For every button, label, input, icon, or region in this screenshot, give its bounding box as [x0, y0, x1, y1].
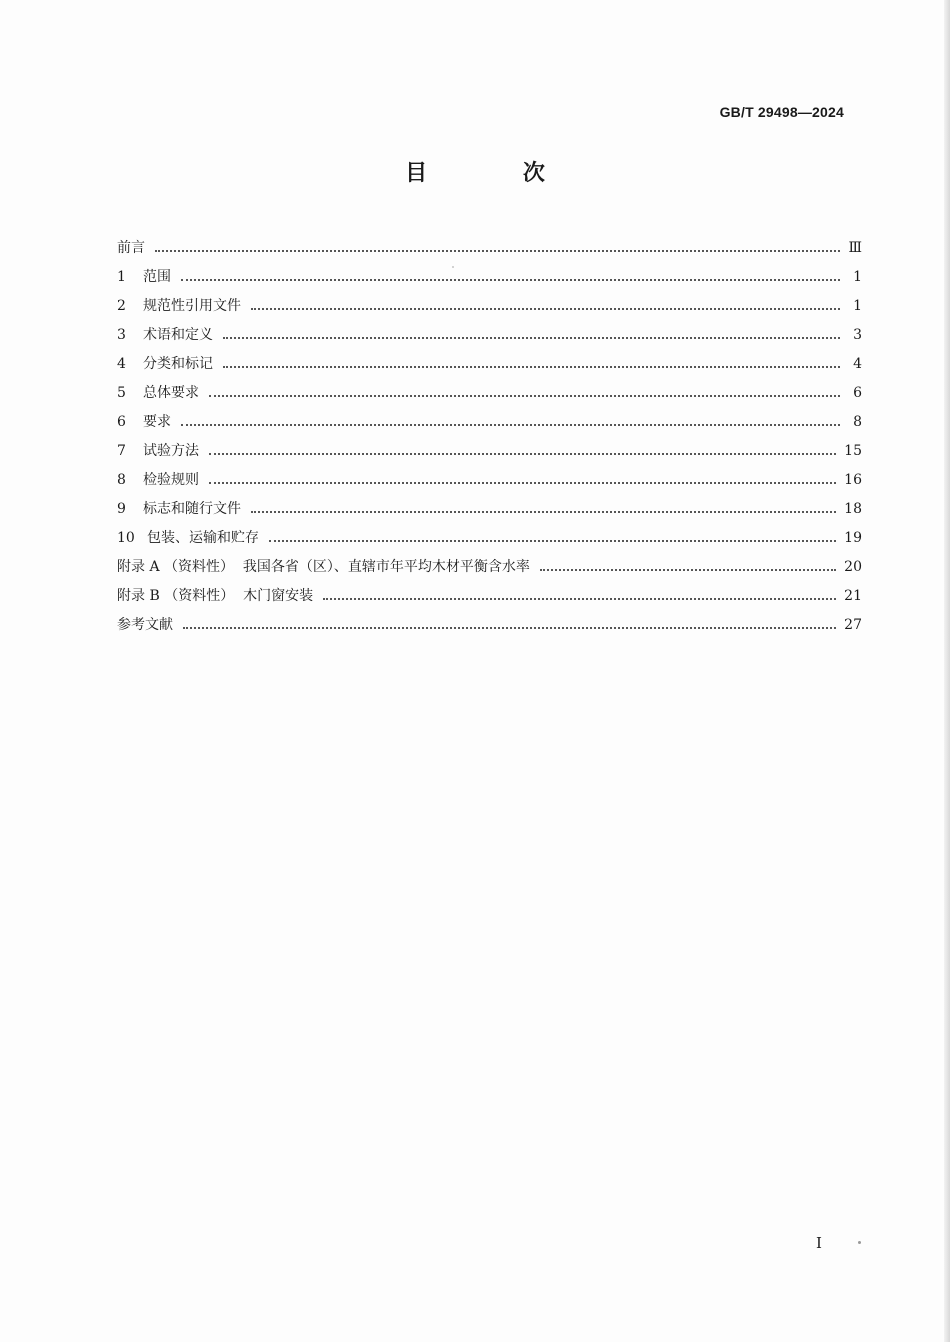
dot-leader: [183, 626, 836, 629]
page-title: 目 次: [405, 161, 589, 186]
toc-entry-8[interactable]: [117, 466, 862, 495]
toc-entry-page: Ⅲ: [848, 240, 862, 256]
dot-leader: [251, 510, 836, 513]
toc-entry-3[interactable]: [117, 321, 862, 350]
page-edge: [944, 0, 950, 1342]
toc-entry-page: 1: [853, 269, 862, 285]
toc-entry-label: 前言: [117, 240, 145, 256]
toc-entry-label: 术语和定义: [143, 327, 213, 343]
scan-speck: [452, 266, 454, 268]
toc-entry-label: 附录 A （资料性） 我国各省（区）、直辖市年平均木材平衡含水率: [117, 559, 530, 575]
toc-entry-page: 18: [844, 501, 862, 517]
toc-entry-10[interactable]: [117, 524, 862, 553]
toc-entry-2[interactable]: [117, 292, 862, 321]
dot-leader: [269, 539, 836, 542]
toc-entry-1[interactable]: [117, 263, 862, 292]
toc-entry-page: 16: [844, 472, 862, 488]
dot-leader: [223, 336, 840, 339]
toc-entry-label: 总体要求: [143, 385, 199, 401]
dot-leader: [209, 481, 836, 484]
scan-speck: [858, 1241, 861, 1244]
toc-entry-label: 标志和随行文件: [143, 501, 241, 517]
toc-entry-page: 1: [853, 298, 862, 314]
toc-entry-foreword[interactable]: [117, 234, 862, 263]
dot-leader: [251, 307, 840, 310]
dot-leader: [181, 278, 840, 281]
toc-entry-bibliography[interactable]: [117, 611, 862, 640]
toc-entry-number: 4: [117, 356, 126, 372]
toc-entry-label: 检验规则: [143, 472, 199, 488]
toc-entry-number: 5: [117, 385, 126, 401]
toc-entry-label: 要求: [143, 414, 171, 430]
toc-entry-number: 10: [117, 530, 135, 546]
table-of-contents: [117, 234, 862, 640]
toc-entry-page: 19: [844, 530, 862, 546]
toc-entry-label: 分类和标记: [143, 356, 213, 372]
toc-entry-number: 9: [117, 501, 126, 517]
toc-entry-label: 试验方法: [143, 443, 199, 459]
toc-entry-label: 范围: [143, 269, 171, 285]
toc-entry-annex-b[interactable]: [117, 582, 862, 611]
dot-leader: [209, 452, 836, 455]
toc-entry-page: 3: [853, 327, 862, 343]
toc-entry-page: 21: [844, 588, 862, 604]
dot-leader: [323, 597, 836, 600]
toc-entry-label: 包装、运输和贮存: [147, 530, 259, 546]
toc-entry-page: 6: [853, 385, 862, 401]
toc-entry-5[interactable]: [117, 379, 862, 408]
toc-entry-page: 27: [844, 617, 862, 633]
dot-leader: [540, 568, 836, 571]
toc-entry-number: 3: [117, 327, 126, 343]
toc-entry-number: 2: [117, 298, 126, 314]
toc-entry-number: 7: [117, 443, 126, 459]
toc-entry-6[interactable]: [117, 408, 862, 437]
toc-entry-number: 6: [117, 414, 126, 430]
dot-leader: [181, 423, 840, 426]
toc-entry-label: 附录 B （资料性） 木门窗安装: [117, 588, 314, 604]
toc-entry-number: 1: [117, 269, 126, 285]
toc-entry-9[interactable]: [117, 495, 862, 524]
dot-leader: [209, 394, 840, 397]
toc-entry-page: 15: [844, 443, 862, 459]
standard-number: GB/T 29498—2024: [719, 104, 844, 120]
page-number: I: [816, 1234, 822, 1252]
toc-entry-page: 8: [853, 414, 862, 430]
toc-entry-4[interactable]: [117, 350, 862, 379]
toc-entry-number: 8: [117, 472, 126, 488]
dot-leader: [223, 365, 840, 368]
toc-entry-annex-a[interactable]: [117, 553, 862, 582]
toc-entry-page: 4: [853, 356, 862, 372]
toc-entry-label: 参考文献: [117, 617, 173, 633]
toc-entry-7[interactable]: [117, 437, 862, 466]
toc-entry-label: 规范性引用文件: [143, 298, 241, 314]
dot-leader: [155, 249, 840, 252]
toc-entry-page: 20: [844, 559, 862, 575]
